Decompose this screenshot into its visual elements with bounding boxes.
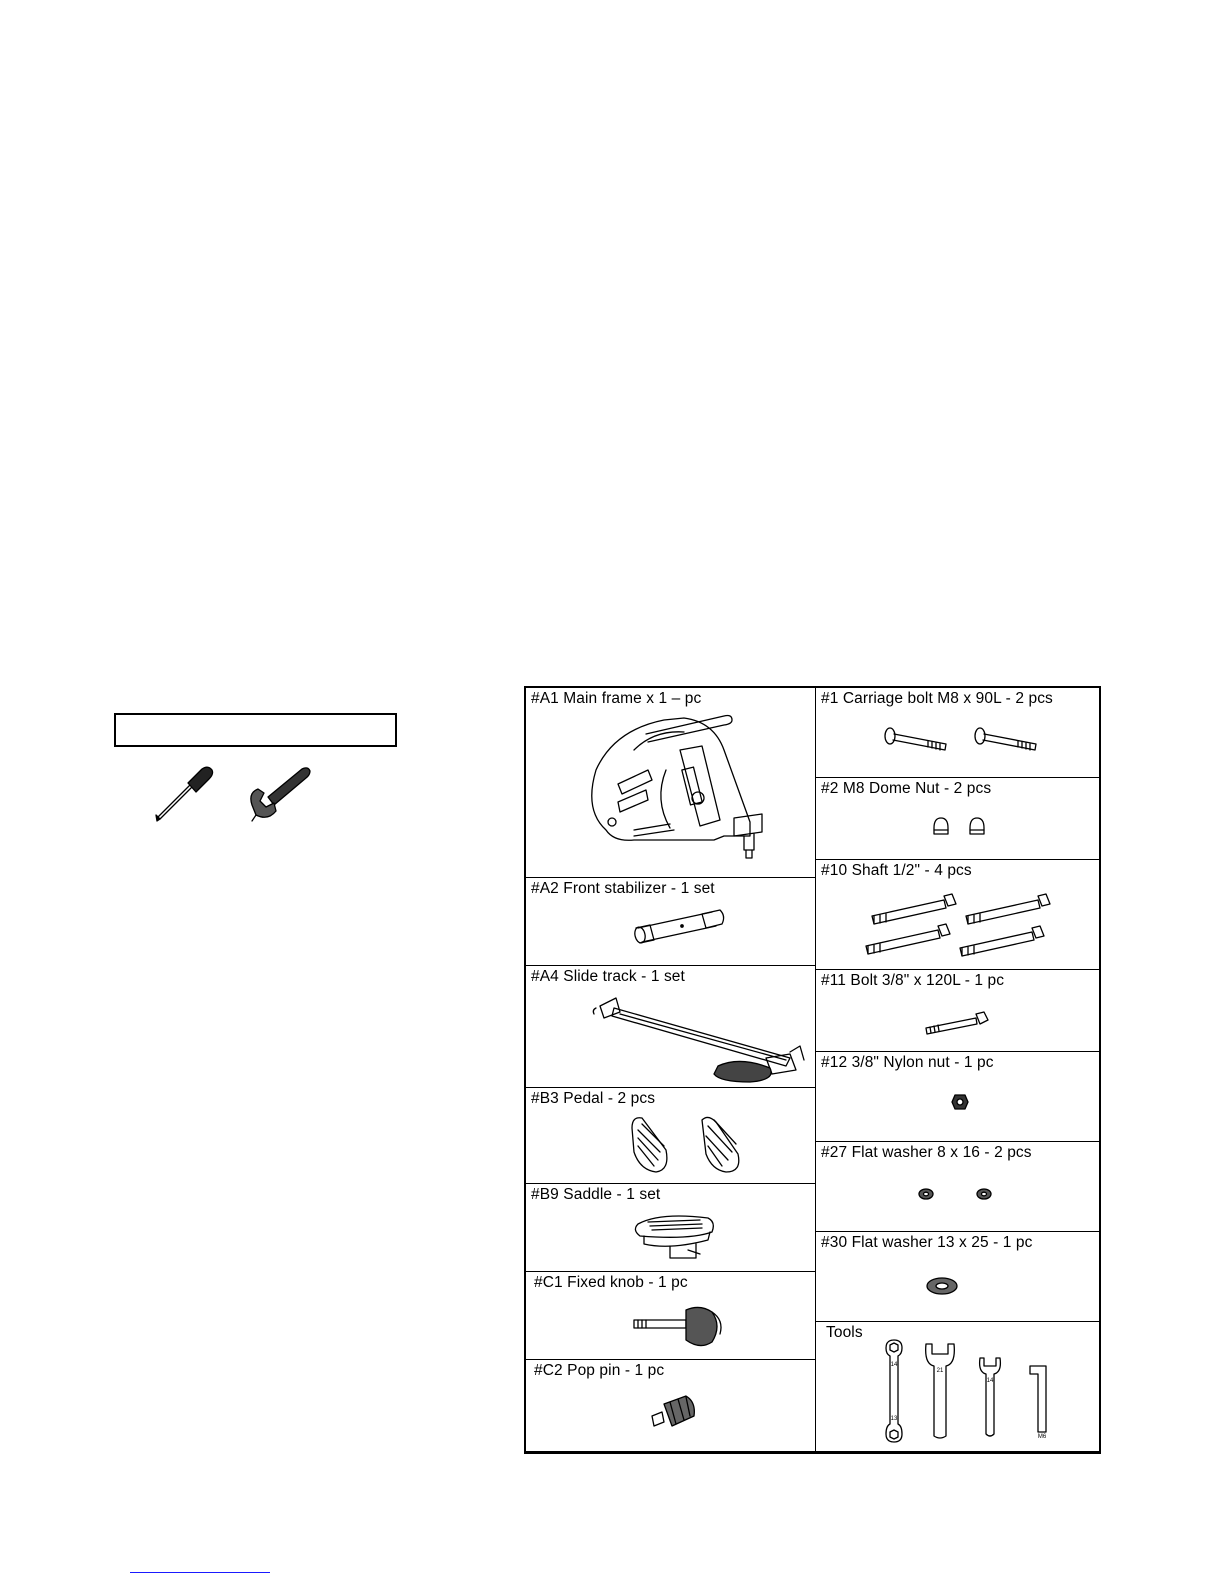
part-label: #27 Flat washer 8 x 16 - 2 pcs: [821, 1144, 1032, 1161]
part-label: #C1 Fixed knob - 1 pc: [534, 1274, 688, 1291]
pedal-illustration: [626, 1112, 766, 1178]
part-cell-b3: [526, 1088, 815, 1184]
part-label: #12 3/8" Nylon nut - 1 pc: [821, 1054, 994, 1071]
part-label: #10 Shaft 1/2" - 4 pcs: [821, 862, 972, 879]
flat-washer-large-illustration: [924, 1274, 960, 1298]
part-cell-27: [816, 1142, 1101, 1232]
part-label: #B9 Saddle - 1 set: [531, 1186, 661, 1203]
box-wrench-bottom-mark: 13: [890, 1416, 898, 1422]
part-label: #B3 Pedal - 2 pcs: [531, 1090, 656, 1107]
adjustable-wrench-icon: [246, 763, 312, 825]
parts-column-left: [526, 688, 816, 1451]
bolt-illustration: [922, 1008, 992, 1038]
part-cell-b9: [526, 1184, 815, 1272]
part-cell-30: [816, 1232, 1101, 1322]
part-cell-c1: [526, 1272, 815, 1360]
saddle-illustration: [630, 1210, 720, 1266]
part-cell-c2: [526, 1360, 815, 1456]
part-cell-12: [816, 1052, 1101, 1142]
part-cell-a4: [526, 966, 815, 1088]
part-label: #A2 Front stabilizer - 1 set: [531, 880, 715, 897]
part-label: #11 Bolt 3/8" x 120L - 1 pc: [821, 972, 1005, 989]
box-wrench-top-mark: 14: [890, 1362, 898, 1368]
pop-pin-illustration: [648, 1390, 702, 1432]
screwdriver-icon: [152, 765, 216, 823]
fixed-knob-illustration: [630, 1300, 740, 1354]
tools-needed-box: [114, 713, 397, 747]
footer-link-underline: [130, 1572, 270, 1573]
shaft-illustration: [860, 888, 1066, 968]
part-cell-a2: [526, 878, 815, 966]
part-label: #2 M8 Dome Nut - 2 pcs: [821, 780, 992, 797]
part-label: #A4 Slide track - 1 set: [531, 968, 685, 985]
part-label: #A1 Main frame x 1 – pc: [531, 690, 702, 707]
front-stabilizer-illustration: [630, 902, 730, 946]
part-cell-2: [816, 778, 1101, 860]
dome-nut-illustration: [930, 814, 990, 842]
part-label: #C2 Pop pin - 1 pc: [534, 1362, 665, 1379]
main-frame-illustration: [574, 710, 774, 872]
parts-column-right: [816, 688, 1101, 1451]
flat-washer-small-illustration: [916, 1184, 996, 1204]
tools-illustration: [880, 1336, 1070, 1448]
nylon-nut-illustration: [950, 1092, 970, 1112]
slide-track-illustration: [590, 988, 814, 1084]
carriage-bolt-illustration: [882, 722, 1042, 758]
open-wrench-large-mark: 21: [936, 1368, 944, 1374]
part-cell-10: [816, 860, 1101, 970]
part-cell-11: [816, 970, 1101, 1052]
part-label: #30 Flat washer 13 x 25 - 1 pc: [821, 1234, 1033, 1251]
open-wrench-small-mark: 14: [986, 1378, 994, 1384]
parts-table: [524, 686, 1101, 1454]
part-label: Tools: [826, 1324, 863, 1341]
hex-key-mark: M6: [1037, 1434, 1047, 1440]
part-cell-tools: [816, 1322, 1101, 1456]
part-cell-a1: [526, 688, 815, 878]
part-cell-1: [816, 688, 1101, 778]
part-label: #1 Carriage bolt M8 x 90L - 2 pcs: [821, 690, 1053, 707]
